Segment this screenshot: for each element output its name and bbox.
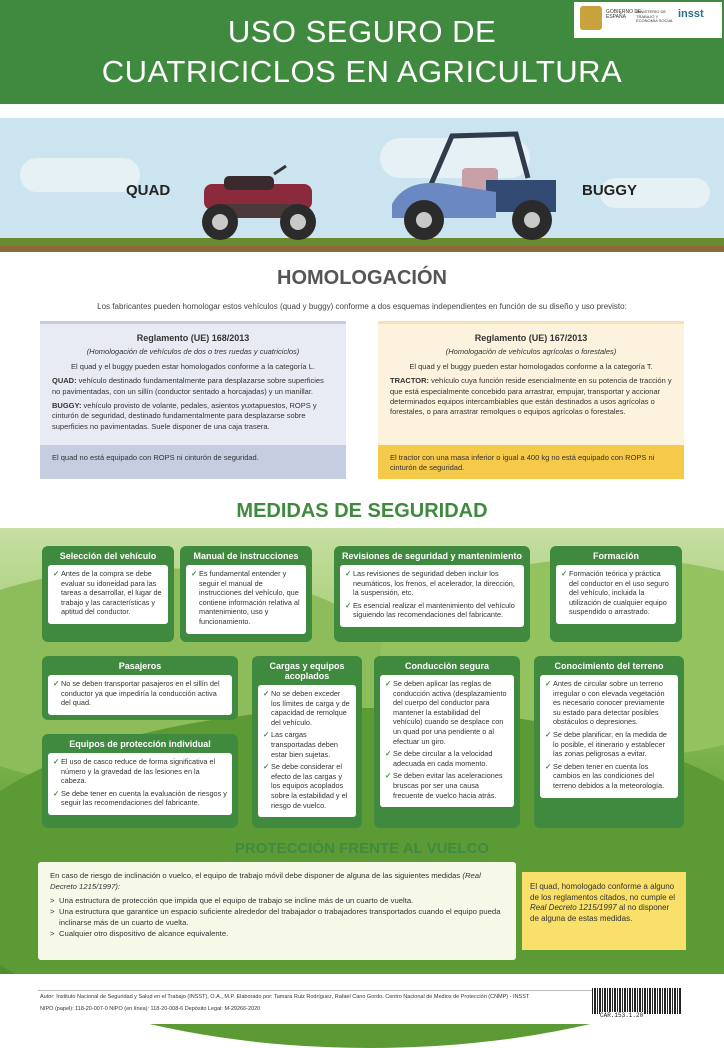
barcode-number: CAR.153.1.20 — [600, 1012, 644, 1019]
ground-soil — [0, 246, 724, 252]
proteccion-intro: En caso de riesgo de inclinación o vuelco, el equipo de trabajo móvil debe disponer de alguna de las siguientes medidas (Real Decreto 1215/1997): — [50, 871, 481, 891]
proteccion-title: PROTECCIÓN FRENTE AL VUELCO — [234, 840, 490, 857]
card-item: ✓ Se debe considerar el efecto de las cargas y los equipos acoplados sobre la estabilidad y el riesgo de vuelco. — [263, 762, 351, 810]
card-item: ✓ Formación teórica y práctica del conductor en el uso seguro del vehículo, incluida la utilización de cualquier equipo suspendido o arrastrado. — [561, 569, 671, 617]
card-seleccion-vehiculo — [42, 546, 174, 642]
barcode-icon — [592, 988, 682, 1014]
homologacion-intro: Los fabricantes pueden homologar estos vehículos (quad y buggy) conforme a dos esquemas independientes en función de su diseño y uso previsto: — [97, 302, 627, 311]
medidas-title: MEDIDAS DE SEGURIDAD — [236, 500, 488, 522]
footer-divider — [38, 990, 598, 991]
card-title: Pasajeros — [118, 661, 162, 671]
buggy-illustration — [386, 128, 576, 246]
card-equipos-proteccion — [42, 734, 238, 828]
card-conocimiento-terreno — [534, 656, 684, 828]
quad-definition: QUAD: vehículo destinado fundamentalmente para desplazarse sobre superficies no pavimentadas, con un sillín (conductor sentado a horcajadas) y un manillar. — [52, 376, 324, 396]
card-formacion — [550, 546, 682, 642]
card-title: Conducción segura — [404, 661, 489, 671]
reglamento-168-title: Reglamento (UE) 168/2013 — [136, 333, 250, 343]
header-banner — [0, 0, 724, 104]
proteccion-box — [38, 862, 516, 960]
reglamento-167-note: El tractor con una masa inferior o igual a 400 kg no está equipado con ROPS ni cinturón de seguridad. — [378, 445, 684, 479]
quad-illustration — [190, 160, 330, 244]
card-item: ✓ Es esencial realizar el mantenimiento del vehículo siguiendo las recomendaciones del fabricante. — [345, 601, 519, 620]
card-item: ✓ Antes de la compra se debe evaluar su idoneidad para las tareas a desarrollar, el lugar de trabajo y las características y aptitud del conductor. — [53, 569, 163, 617]
coat-of-arms-icon — [580, 6, 602, 30]
card-conduccion-segura — [374, 656, 520, 828]
card-item: ✓ Se debe planificar, en la medida de lo posible, el itinerario y establecer las zonas peligrosas a evitar. — [545, 730, 673, 759]
reglamento-167-subtitle: (Homologación de vehículos agrícolas o forestales) — [445, 347, 617, 357]
buggy-definition: BUGGY: vehículo provisto de volante, pedales, asientos yuxtapuestos, ROPS y cinturón de seguridad, destinado fundamentalmente para desplazarse sobre superficies no pavimentadas. Suele disponer de una caja trasera. — [52, 401, 317, 431]
card-title: Equipos de protección individual — [69, 739, 211, 749]
card-item: ✓ Se debe circular a la velocidad adecuada en cada momento. — [385, 749, 509, 768]
reglamento-168-note: El quad no está equipado con ROPS ni cinturón de seguridad. — [40, 445, 346, 479]
card-item: ✓ Es fundamental entender y seguir el manual de instrucciones del vehículo, que contiene información relativa al mantenimiento, uso y funcionamiento. — [191, 569, 301, 627]
card-item: ✓ Se deben aplicar las reglas de conducción activa (desplazamiento del cuerpo del conductor para mantener la estabilidad del vehículo) cuando se desplace con un quad por una pendiente o al efectuar un giro. — [385, 679, 509, 746]
card-item: ✓ Antes de circular sobre un terreno irregular o con elevada vegetación es necesario conocer previamente su estado para detectar posibles obstáculos o depresiones. — [545, 679, 673, 727]
card-item: ✓ Las revisiones de seguridad deben incluir los neumáticos, los frenos, el acelerador, la dirección, la suspensión, etc. — [345, 569, 519, 598]
reglamento-168-box — [40, 321, 346, 479]
card-item: ✓ No se deben transportar pasajeros en el sillín del conductor ya que impediría la conducción activa del quad. — [53, 679, 227, 708]
proteccion-item: > Una estructura que garantice un espacio suficiente alrededor del trabajador o trabajadores transportados cuando el equipo pueda inclinarse más de un cuarto de vuelta. — [50, 906, 504, 928]
card-item: ✓ Se debe tener en cuenta la evaluación de riesgos y seguir las recomendaciones del fabricante. — [53, 789, 227, 808]
card-title: Revisiones de seguridad y mantenimiento — [341, 551, 523, 561]
card-cargas-equipos — [252, 656, 362, 828]
reglamento-167-category: El quad y el buggy pueden estar homologados conforme a la categoría T. — [409, 361, 653, 371]
card-item: ✓ Se deben evitar las aceleraciones bruscas por ser una causa frecuente de vuelco hacia atrás. — [385, 771, 509, 800]
homologacion-title: HOMOLOGACIÓN — [277, 267, 447, 289]
logo-ministerio-text: MINISTERIO DE TRABAJO Y ECONOMÍA SOCIAL — [636, 9, 674, 23]
footer-nipo: NIPO (papel): 118-20-007-0 NIPO (en línea): 118-20-008-6 Depósito Legal: M-29266-2020 — [40, 1006, 261, 1012]
card-item: ✓ Las cargas transportadas deben estar bien sujetas. — [263, 730, 351, 759]
proteccion-item: > Cualquier otro dispositivo de alcance equivalente. — [50, 928, 504, 939]
tractor-definition: TRACTOR: vehículo cuya función reside esencialmente en su potencia de tracción y que está especialmente concebido para arrastrar, empujar, transportar y accionar determinados equipos intercambiables que están destinados a usos agrícolas o forestales, o para arrastrar remolques o equipos agrícolas o forestales. — [390, 376, 672, 417]
proteccion-item: > Una estructura de protección que impida que el equipo de trabajo se incline más de un cuarto de vuelta. — [50, 895, 504, 906]
institution-logos — [574, 2, 722, 38]
reglamento-167-box — [378, 321, 684, 479]
title-line-2: CUATRICICLOS EN AGRICULTURA — [101, 54, 623, 89]
reglamento-168-category: El quad y el buggy pueden estar homologados conforme a la categoría L. — [71, 361, 315, 371]
card-item: ✓ El uso de casco reduce de forma significativa el número y la gravedad de las lesiones en la cabeza. — [53, 757, 227, 786]
quad-label: QUAD — [126, 182, 171, 199]
card-title: Formación — [592, 551, 639, 561]
card-manual-instrucciones — [180, 546, 312, 642]
logo-insst-text: insst — [678, 8, 704, 20]
buggy-label: BUGGY — [582, 182, 638, 199]
card-title: Conocimiento del terreno — [554, 661, 664, 671]
reglamento-168-subtitle: (Homologación de vehículos de dos o tres ruedas y cuatriciclos) — [86, 347, 300, 357]
title-line-1: USO SEGURO DE — [227, 14, 497, 49]
card-item: ✓ Se deben tener en cuenta los cambios en las condiciones del terreno debidos a la meteorología. — [545, 762, 673, 791]
footer-authors: Autor: Instituto Nacional de Seguridad y Salud en el Trabajo (INSST), O.A., M.P. Elaborado por: Tamara Ruiz Rodríguez, Rafael Cano Gordo. Centro Nacional de Medios de Protección (CNMP) - INSST — [40, 994, 530, 1000]
quad-compliance-note: El quad, homologado conforme a alguno de los reglamentos citados, no cumple el Real Decreto 1215/1997 al no disponer de alguna de estas medidas. — [522, 872, 686, 950]
card-revisiones-mantenimiento — [334, 546, 530, 642]
logo-gobierno-text: GOBIERNO DE ESPAÑA — [606, 9, 642, 20]
card-title: Manual de instrucciones — [193, 551, 299, 561]
card-pasajeros — [42, 656, 238, 720]
reglamento-167-title: Reglamento (UE) 167/2013 — [474, 333, 588, 343]
card-title: Selección del vehículo — [59, 551, 157, 561]
card-title: Cargas y equipos acoplados — [269, 661, 345, 681]
card-item: ✓ No se deben exceder los límites de carga y de capacidad de remolque del vehículo. — [263, 689, 351, 727]
